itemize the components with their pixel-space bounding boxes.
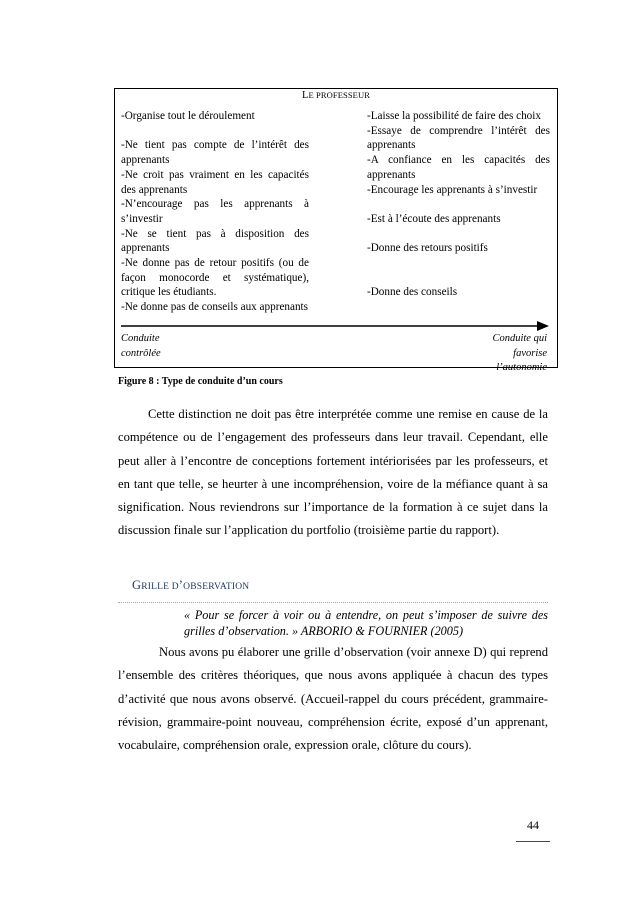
right-item: -Laisse la possibilité de faire des choix (367, 110, 541, 122)
axis-arrow (121, 319, 549, 333)
section-divider (118, 602, 548, 603)
right-item: -Donne des retours positifs (367, 242, 488, 255)
axis-label-left: Conduite contrôlée (121, 333, 161, 359)
left-item: -Ne donne pas de conseils aux apprenants (121, 301, 309, 314)
left-item: -Ne donne pas de retour positifs (ou de façon monocorde et systématique), critique les étudiants. (121, 257, 309, 299)
figure-caption: Figure 8 : Type de conduite d’un cours (118, 376, 283, 387)
figure-title: LE PROFESSEUR (302, 90, 370, 101)
section-heading: GRILLE D’OBSERVATION (132, 578, 250, 592)
right-item: -Encourage les apprenants à s’investir (367, 183, 538, 196)
figure-box (114, 88, 558, 373)
block-quote: « Pour se forcer à voir ou à entendre, on peut s’imposer de suivre des grilles d’observation. » ARBORIO & FOURNIER (2005) (184, 608, 548, 639)
left-item: -Ne tient pas compte de l’intérêt des apprenants (121, 139, 309, 167)
body-paragraph: Nous avons pu élaborer une grille d’observation (voir annexe D) qui reprend l’ensemble des critères théoriques, que nous avons appliquée à chacun des types d’activité que nous avons observé. (Accueil-rappel du cours précédent, grammaire-révision, grammaire-point nouveau, compréhension écrite, exposé d’un apprenant, vocabulaire, compréhension orale, expression orale, clôture du cours). (118, 645, 548, 753)
axis-label-right: Conduite qui favorise l’autonomie (492, 333, 547, 373)
left-item: -N’encourage pas les apprenants à s’investir (121, 198, 309, 225)
right-column (367, 109, 550, 300)
left-item: -Organise tout le déroulement (121, 110, 255, 122)
body-paragraph: Cette distinction ne doit pas être interprétée comme une remise en cause de la compétence ou de l’engagement des professeurs dans leur travail. Cependant, elle peut aller à l’encontre de conceptions fortement intériorisées par les professeurs, et en tant que telle, se heurter à une incompréhension, voire de la méfiance quant à sa signification. Nous reviendrons sur l’importance de la formation à ce sujet dans la discussion finale sur l’application du portfolio (troisième partie du rapport). (118, 407, 548, 538)
left-item: -Ne croit pas vraiment en les capacités des apprenants (121, 168, 309, 196)
left-column (121, 109, 309, 315)
right-item: -Donne des conseils (367, 286, 458, 299)
right-item: -Est à l’écoute des apprenants (367, 212, 501, 225)
right-item: -Essaye de comprendre l’intérêt des apprenants (367, 124, 550, 152)
page-number-rule (516, 841, 550, 842)
page-number: 44 (527, 818, 539, 832)
right-item: -A confiance en les capacités des apprenants (367, 154, 550, 181)
left-item: -Ne se tient pas à disposition des apprenants (121, 227, 309, 255)
